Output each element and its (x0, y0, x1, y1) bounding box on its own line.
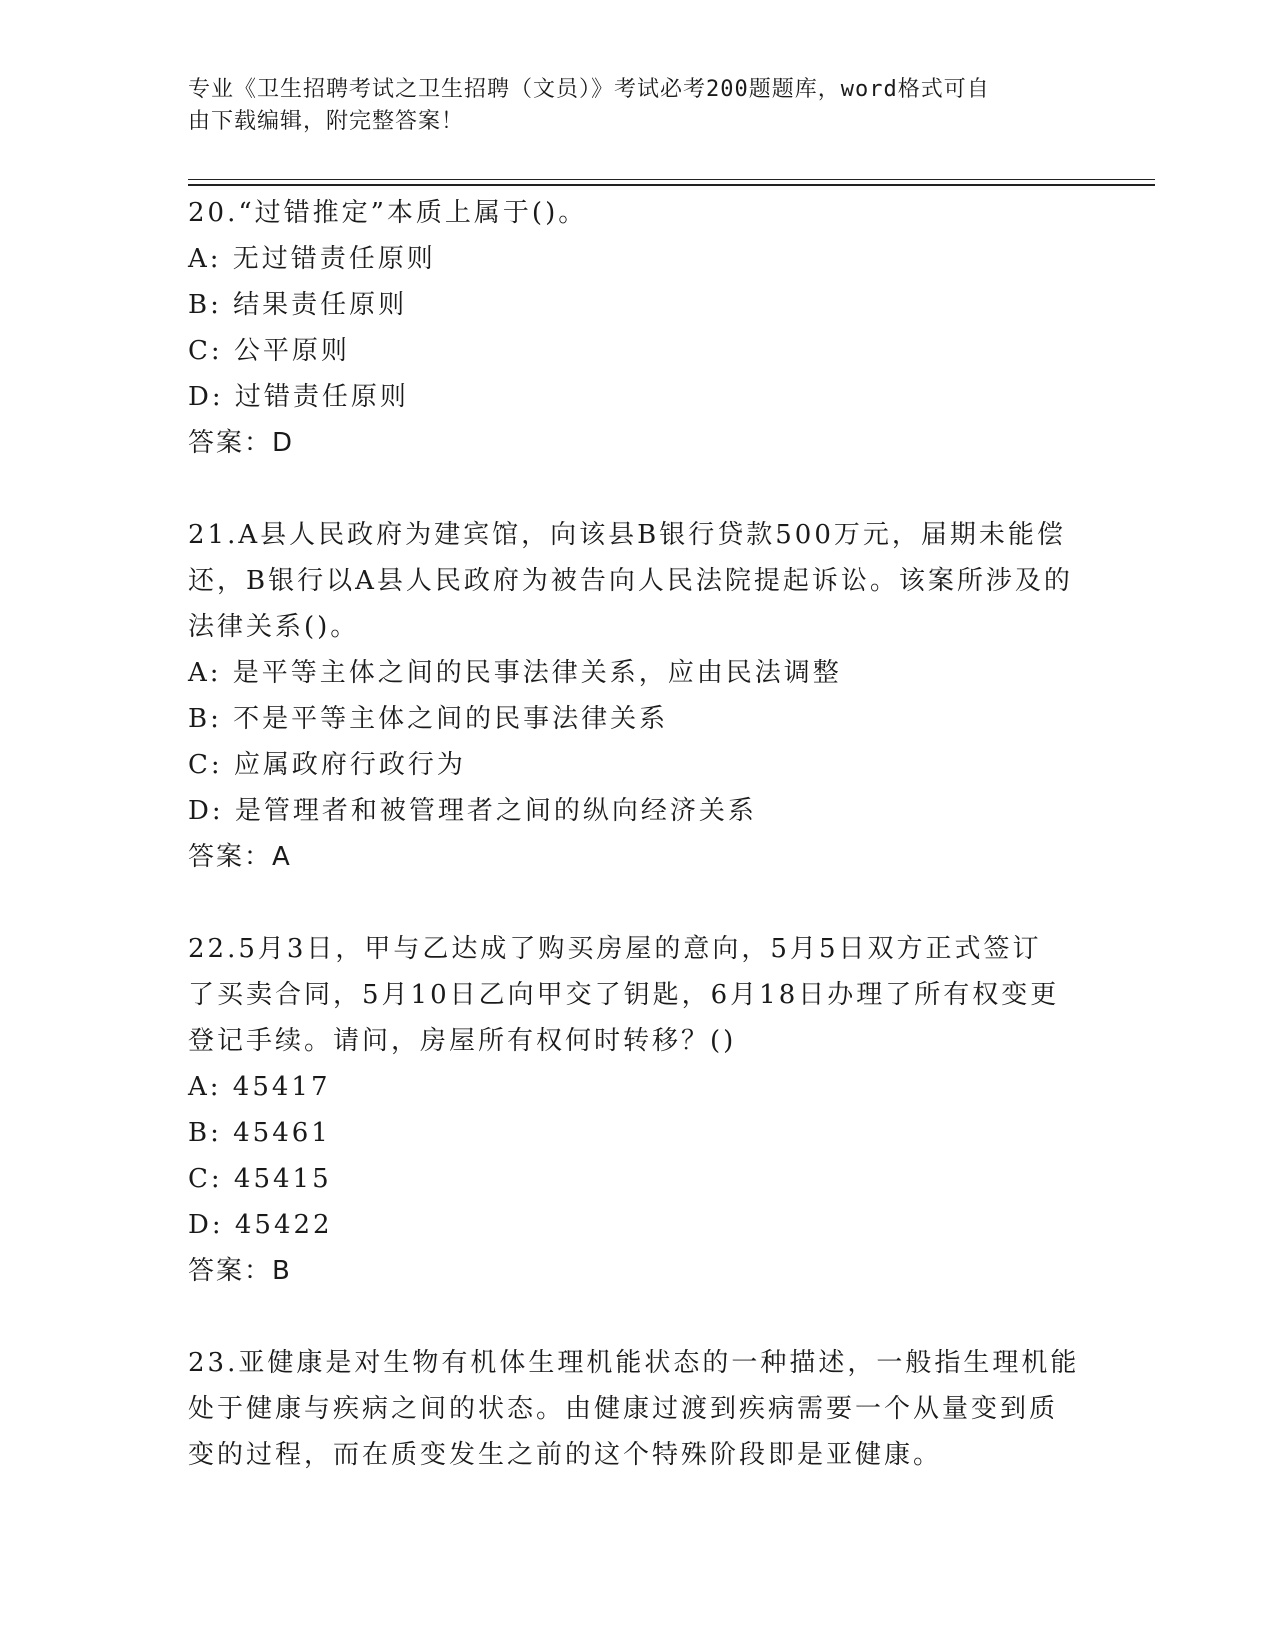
option-b: B: 不是平等主体之间的民事法律关系 (188, 704, 669, 734)
answer: 答案：B (188, 1256, 292, 1286)
question-text-line: 处于健康与疾病之间的状态。由健康过渡到疾病需要一个从量变到质 (188, 1394, 1059, 1424)
header-line-2: 由下载编辑，附完整答案！ (188, 109, 465, 134)
question-text-line: 23.亚健康是对生物有机体生理机能状态的一种描述，一般指生理机能 (188, 1348, 1080, 1378)
option-a: A: 无过错责任原则 (188, 244, 436, 274)
question-spacer (188, 466, 1088, 512)
option-c: C: 应属政府行政行为 (188, 750, 466, 780)
question-23 (188, 1340, 1088, 1478)
question-21 (188, 512, 1088, 880)
option-a: A: 是平等主体之间的民事法律关系，应由民法调整 (188, 658, 842, 688)
question-text-line: 21.A县人民政府为建宾馆，向该县B银行贷款500万元，届期未能偿 (188, 520, 1066, 550)
question-text-line: 了买卖合同，5月10日乙向甲交了钥匙，6月18日办理了所有权变更 (188, 980, 1060, 1010)
option-a: A: 45417 (188, 1072, 331, 1102)
question-text-line: 变的过程，而在质变发生之前的这个特殊阶段即是亚健康。 (188, 1440, 943, 1470)
question-22 (188, 926, 1088, 1294)
option-d: D: 是管理者和被管理者之间的纵向经济关系 (188, 796, 757, 826)
answer: 答案：D (188, 428, 295, 458)
question-text-line: 还，B银行以A县人民政府为被告向人民法院提起诉讼。该案所涉及的 (188, 566, 1073, 596)
question-text-line: 22.5月3日，甲与乙达成了购买房屋的意向，5月5日双方正式签订 (188, 934, 1042, 964)
option-d: D: 过错责任原则 (188, 382, 409, 412)
option-c: C: 公平原则 (188, 336, 350, 366)
answer: 答案：A (188, 842, 292, 872)
question-20 (188, 190, 1088, 466)
question-list (188, 190, 1088, 1478)
header-line-1: 专业《卫生招聘考试之卫生招聘（文员）》考试必考200题题库，word格式可自 (188, 77, 990, 102)
question-spacer (188, 880, 1088, 926)
question-spacer (188, 1294, 1088, 1340)
option-b: B: 45461 (188, 1118, 331, 1148)
option-c: C: 45415 (188, 1164, 332, 1194)
question-text: 20.“过错推定”本质上属于()。 (188, 198, 588, 228)
option-b: B: 结果责任原则 (188, 290, 408, 320)
document-header (188, 74, 1068, 138)
header-divider-thin (188, 179, 1155, 180)
option-d: D: 45422 (188, 1210, 333, 1240)
question-text-line: 登记手续。请问，房屋所有权何时转移？() (188, 1026, 737, 1056)
header-divider-thick (188, 184, 1155, 186)
question-text-line: 法律关系()。 (188, 612, 360, 642)
